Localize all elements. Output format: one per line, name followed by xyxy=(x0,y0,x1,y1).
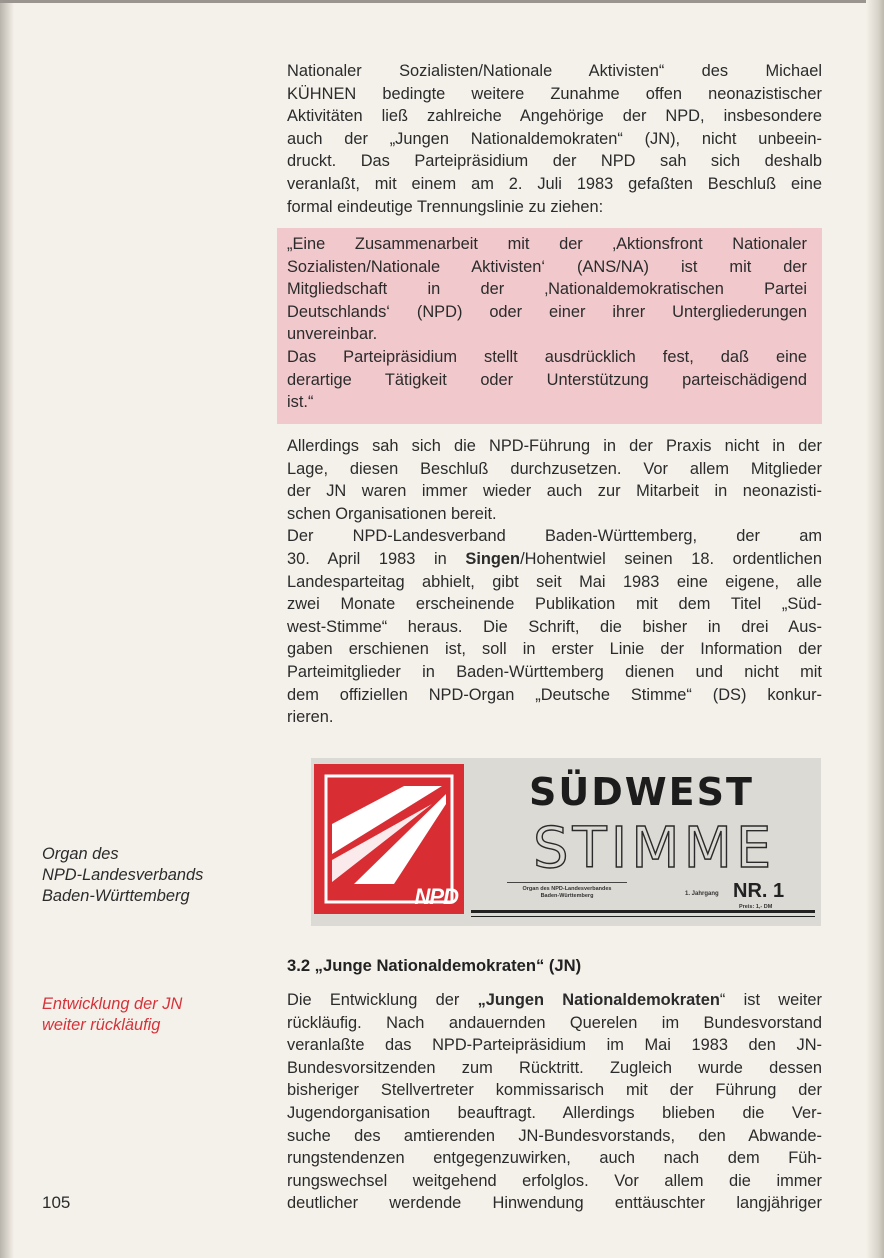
masthead-rule xyxy=(471,916,815,917)
quote-line: unvereinbar. xyxy=(287,325,378,344)
book-spine-shadow xyxy=(0,0,14,1258)
page-right-edge xyxy=(866,0,884,1258)
text-run: /Hohentwiel seinen 18. ordentlichen xyxy=(520,549,822,568)
quote-line: Deutschlands‘ (NPD) oder einer ihrer Untergliederungen xyxy=(287,302,807,321)
masthead-subtitle: STIMME xyxy=(533,816,776,881)
quote-line: Sozialisten/Nationale Aktivisten‘ (ANS/NA) ist mit der xyxy=(287,257,807,276)
margin-note-line: Organ des xyxy=(42,845,119,863)
paragraph-4 xyxy=(287,989,822,1215)
bold-organization-name: „Jungen Nationaldemokraten xyxy=(477,991,720,1009)
masthead-organ-text xyxy=(507,886,627,900)
text-line: schen Organisationen bereit. xyxy=(287,504,497,523)
text-line: Bundesvorsitzenden zum Rücktritt. Zugleich wurde dessen xyxy=(287,1058,822,1077)
masthead-title: SÜDWEST xyxy=(529,770,754,814)
text-line xyxy=(287,989,822,1012)
masthead-price: Preis: 1,- DM xyxy=(739,904,773,910)
margin-note-line: Baden-Württemberg xyxy=(42,887,190,905)
text-line: rungstendenzen entgegenzuwirken, auch nach dem Füh- xyxy=(287,1149,822,1168)
paragraph-2 xyxy=(287,435,822,729)
organ-line: Baden-Württemberg xyxy=(540,893,594,899)
margin-note-line: NPD-Landesverbands xyxy=(42,866,204,884)
masthead-issue-number: NR. 1 xyxy=(733,880,785,902)
text-line: deutlicher werdende Hinwendung enttäuschter langjähriger xyxy=(287,1194,822,1213)
quote-line: Mitgliedschaft in der ‚Nationaldemokratischen Partei xyxy=(287,280,807,299)
quote-block xyxy=(287,233,807,414)
quote-line: derartige Tätigkeit oder Unterstützung parteischädigend xyxy=(287,370,807,389)
text-line: dem offiziellen NPD-Organ „Deutsche Stimme“ (DS) konkur- xyxy=(287,685,822,704)
text-line: west-Stimme“ heraus. Die Schrift, die bisher in drei Aus- xyxy=(287,617,822,636)
text-line: druckt. Das Parteipräsidium der NPD sah sich deshalb xyxy=(287,152,822,171)
margin-note-line: Entwicklung der JN xyxy=(42,995,183,1013)
text-line: veranlaßte das NPD-Parteipräsidium im Mai 1983 den JN- xyxy=(287,1036,822,1055)
page-number: 105 xyxy=(42,1193,71,1212)
margin-note-line: weiter rückläufig xyxy=(42,1016,161,1034)
text-line: zwei Monate erscheinende Publikation mit dem Titel „Süd- xyxy=(287,595,822,614)
logo-npd-text: NPD xyxy=(414,884,458,909)
text-line: Parteimitglieder in Baden-Württemberg dienen und nicht mit xyxy=(287,662,822,681)
text-line: Nationaler Sozialisten/Nationale Aktivisten“ des Michael xyxy=(287,62,822,80)
text-run: “ ist weiter xyxy=(719,991,823,1009)
paragraph-1 xyxy=(287,60,822,218)
text-line: suche des amtierenden JN-Bundesvorstands, den Abwande- xyxy=(287,1126,822,1145)
organ-line: Organ des NPD-Landesverbandes xyxy=(522,886,612,892)
text-line: Aktivitäten ließ zahlreiche Angehörige der NPD, insbesondere xyxy=(287,107,822,126)
text-line: veranlaßt, mit einem am 2. Juli 1983 gefaßten Beschluß eine xyxy=(287,174,822,193)
text-line: rieren. xyxy=(287,708,334,727)
bold-place-name: Singen xyxy=(465,549,521,568)
text-line: rückläufig. Nach andauernden Querelen im Bundesvorstand xyxy=(287,1013,822,1032)
text-run: 30. April 1983 in xyxy=(287,549,466,568)
text-line: Jugendorganisation beauftragt. Allerdings blieben die Ver- xyxy=(287,1103,822,1122)
text-line: gaben erschienen ist, soll in erster Linie der Information der xyxy=(287,640,822,659)
text-line: Der NPD-Landesverband Baden-Württemberg, der am xyxy=(287,527,822,546)
masthead-rule xyxy=(471,910,815,913)
text-line: formal eindeutige Trennungslinie zu ziehen: xyxy=(287,197,604,216)
text-line: Allerdings sah sich die NPD-Führung in der Praxis nicht in der xyxy=(287,437,822,455)
quote-line: Das Parteipräsidium stellt ausdrücklich fest, daß eine xyxy=(287,347,807,366)
text-line: Landesparteitag abhielt, gibt seit Mai 1983 eine eigene, alle xyxy=(287,572,822,591)
text-line: auch der „Jungen Nationaldemokraten“ (JN), nicht unbeein- xyxy=(287,129,822,148)
quote-line: ist.“ xyxy=(287,393,314,412)
text-line: rungswechsel weitgehend erfolglos. Vor allem die immer xyxy=(287,1171,822,1190)
margin-note-jn xyxy=(42,994,182,1036)
text-line: bisheriger Stellvertreter kommissarisch mit der Führung der xyxy=(287,1081,822,1100)
text-run: Die Entwicklung der xyxy=(287,991,478,1009)
text-line: Lage, diesen Beschluß durchzusetzen. Vor allem Mitglieder xyxy=(287,459,822,478)
text-line xyxy=(287,548,822,571)
suedwest-stimme-masthead-image xyxy=(311,758,821,926)
quote-line: „Eine Zusammenarbeit mit der ‚Aktionsfront Nationaler xyxy=(287,235,807,253)
page-top-edge xyxy=(0,0,884,3)
npd-logo xyxy=(314,764,464,914)
text-line: der JN waren immer wieder auch zur Mitarbeit in neonazisti- xyxy=(287,482,822,501)
masthead-divider xyxy=(507,882,627,883)
masthead-jahrgang: 1. Jahrgang xyxy=(685,891,719,897)
section-heading: 3.2 „Junge Nationaldemokraten“ (JN) xyxy=(287,956,582,975)
margin-note-organ xyxy=(42,844,203,907)
text-line: KÜHNEN bedingte weitere Zunahme offen neonazistischer xyxy=(287,84,822,103)
